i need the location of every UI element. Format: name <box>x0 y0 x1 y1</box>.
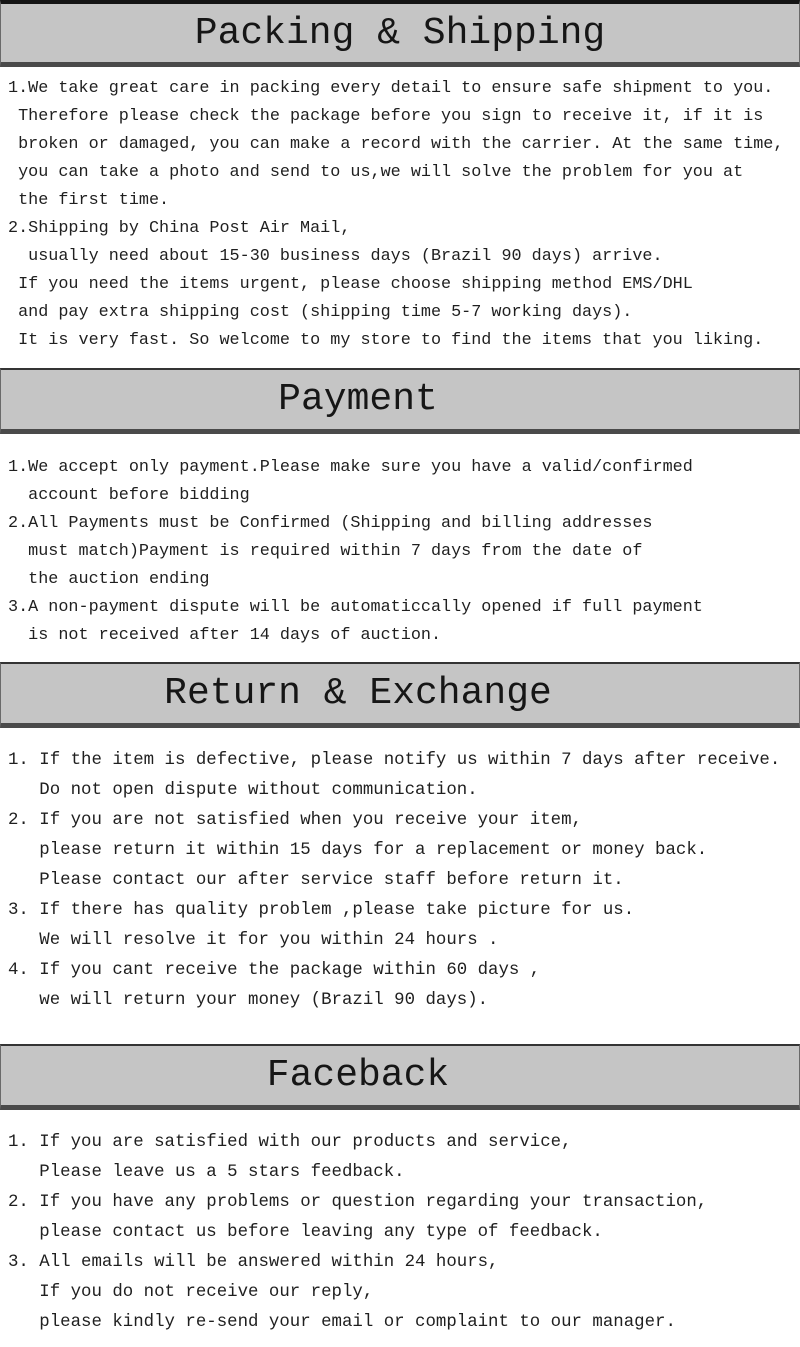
text-line: 2.All Payments must be Confirmed (Shipping and billing addresses <box>8 514 653 533</box>
section-header-bar <box>0 0 800 67</box>
text-line: usually need about 15-30 business days (Brazil 90 days) arrive. <box>8 247 663 266</box>
section-title: Payment <box>278 378 438 421</box>
text-line: Do not open dispute without communication. <box>8 781 478 800</box>
text-line: 1.We accept only payment.Please make sure you have a valid/confirmed <box>8 458 693 477</box>
text-line: is not received after 14 days of auction. <box>8 626 442 645</box>
text-line: 3. If there has quality problem ,please take picture for us. <box>8 901 635 920</box>
text-line: you can take a photo and send to us,we will solve the problem for you at <box>8 163 744 182</box>
text-line: 1.We take great care in packing every detail to ensure safe shipment to you. <box>8 79 774 98</box>
section-payment <box>0 368 800 650</box>
text-line: It is very fast. So welcome to my store to find the items that you liking. <box>8 331 764 350</box>
text-line: account before bidding <box>8 486 250 505</box>
section-header-bar <box>0 1044 800 1110</box>
text-line: broken or damaged, you can make a record with the carrier. At the same time, <box>8 135 784 154</box>
text-line: 4. If you cant receive the package within 60 days , <box>8 961 541 980</box>
text-line: please contact us before leaving any type of feedback. <box>8 1223 603 1242</box>
section-header-bar <box>0 368 800 434</box>
text-line: 2. If you have any problems or question regarding your transaction, <box>8 1193 708 1212</box>
text-line: 1. If the item is defective, please notify us within 7 days after receive. <box>8 751 781 770</box>
section-title: Packing & Shipping <box>194 11 606 55</box>
text-line: 2.Shipping by China Post Air Mail, <box>8 219 351 238</box>
section-return-exchange-text <box>0 728 800 1016</box>
section-return-exchange <box>0 662 800 1016</box>
text-line: please kindly re-send your email or complaint to our manager. <box>8 1313 676 1332</box>
text-line: Please leave us a 5 stars feedback. <box>8 1163 405 1182</box>
text-line: 1. If you are satisfied with our products and service, <box>8 1133 572 1152</box>
section-faceback <box>0 1044 800 1338</box>
text-line: We will resolve it for you within 24 hours . <box>8 931 499 950</box>
text-line: please return it within 15 days for a replacement or money back. <box>8 841 708 860</box>
section-payment-text <box>0 434 800 650</box>
section-title: Faceback <box>266 1054 450 1097</box>
text-line: the auction ending <box>8 570 210 589</box>
text-line: and pay extra shipping cost (shipping time 5-7 working days). <box>8 303 633 322</box>
section-faceback-text <box>0 1110 800 1338</box>
text-line: Please contact our after service staff before return it. <box>8 871 624 890</box>
text-line: we will return your money (Brazil 90 days). <box>8 991 489 1010</box>
text-line: must match)Payment is required within 7 days from the date of <box>8 542 643 561</box>
section-packing-shipping <box>0 0 800 355</box>
section-title: Return & Exchange <box>164 672 552 715</box>
text-line: If you need the items urgent, please choose shipping method EMS/DHL <box>8 275 693 294</box>
text-line: If you do not receive our reply, <box>8 1283 374 1302</box>
section-header-bar <box>0 662 800 728</box>
section-packing-shipping-text <box>0 67 800 355</box>
text-line: 2. If you are not satisfied when you receive your item, <box>8 811 582 830</box>
text-line: 3.A non-payment dispute will be automaticcally opened if full payment <box>8 598 703 617</box>
text-line: Therefore please check the package before you sign to receive it, if it is <box>8 107 764 126</box>
text-line: the first time. <box>8 191 170 210</box>
text-line: 3. All emails will be answered within 24 hours, <box>8 1253 499 1272</box>
